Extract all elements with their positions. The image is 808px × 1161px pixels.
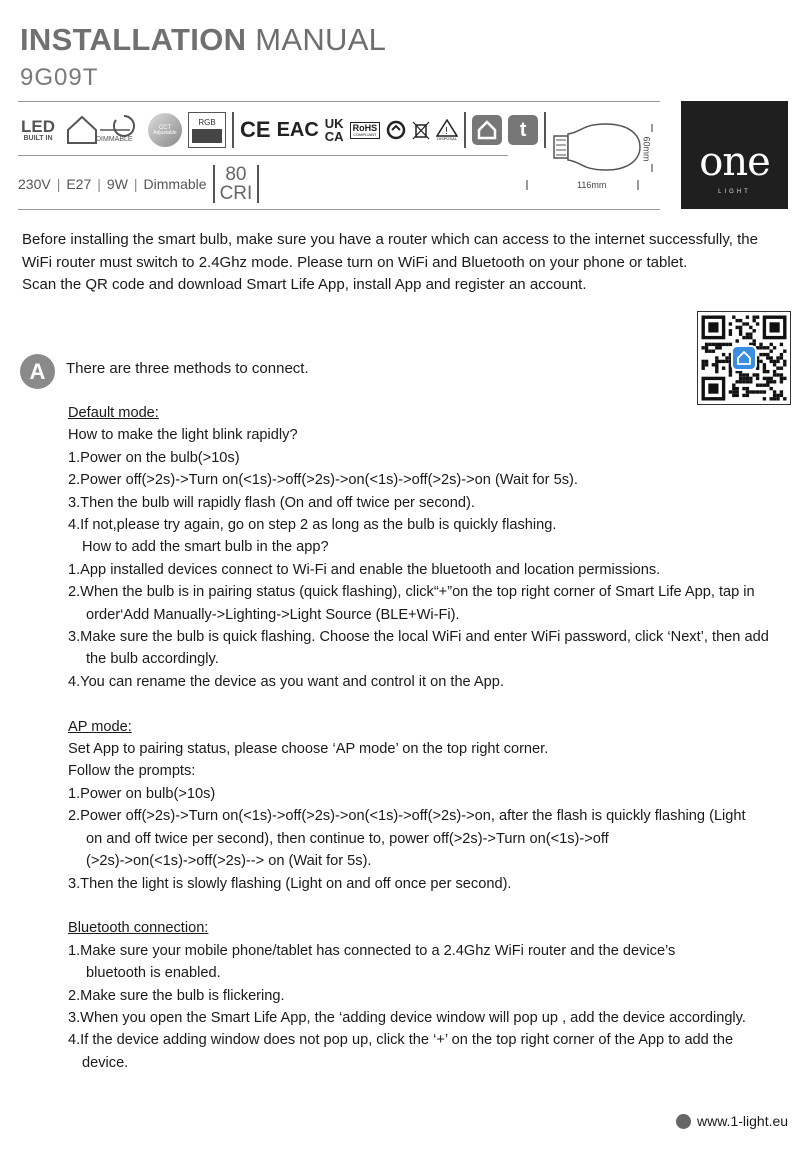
model-number: 9G09T [20,64,99,91]
website-link[interactable]: www.1-light.eu [697,1113,789,1129]
default-mode-line: How to make the light blink rapidly? [68,427,298,444]
rgb-icon [188,112,226,148]
smart-home-icon [472,115,502,145]
add-bulb-step: 2.When the bulb is in pairing status (quick flashing), click“+”on the top right corner of Smart Life App, tap in [68,584,755,601]
cri-label: CRI [219,183,253,204]
rgb-label: RGB [198,117,216,127]
ap-mode-line: 1.Power on bulb(>10s) [68,785,216,802]
add-bulb-step: 1.App installed devices connect to Wi-Fi and enable the bluetooth and location permissions. [68,561,661,578]
icons-separator-2 [464,112,466,148]
warning-icon [436,119,458,141]
ap-mode-line-cont: on and off twice per second), then continue to, power off(>2s)->Turn on(<1s)->off [86,830,609,847]
svg-text:!: ! [445,126,448,137]
tuya-icon: t [508,115,538,145]
base-spec: E27 [66,176,92,192]
bluetooth-line: 3.When you open the Smart Life App, the ‘adding device window will pop up , add the device accordingly. [68,1009,746,1026]
logo-word: one [699,139,770,185]
spec-row [18,162,259,206]
height-dimension-label: 60mm [641,136,652,162]
ap-mode-line-cont: (>2s)->on(<1s)->off(>2s)--> on (Wait for 5s). [86,853,372,870]
spacer [68,693,798,715]
add-bulb-step: 4.You can rename the device as you want and control it on the App. [68,673,504,690]
title-rest: MANUAL [255,22,387,57]
spec-separator: | [133,176,138,192]
ce-label: CE [240,117,271,142]
intro-line: Before installing the smart bulb, make sure you have a router which can access to the internet successfully, the [22,231,758,248]
default-mode-heading: Default mode: [68,405,159,421]
default-mode-line: 3.Then the bulb will rapidly flash (On and off twice per second). [68,494,475,511]
bluetooth-line-cont: device. [82,1054,129,1071]
logo-sub: LIGHT [718,189,751,195]
ce-mark-icon [240,117,271,143]
ap-mode-line: Follow the prompts: [68,763,196,780]
header-divider-bottom [18,209,660,210]
intro-paragraph [22,229,792,297]
certification-icons [18,110,546,150]
bluetooth-line: 2.Make sure the bulb is flickering. [68,987,285,1004]
bulb-dimension-diagram [520,112,670,202]
spacer [68,895,798,917]
brand-logo [681,101,788,209]
globe-icon [676,1114,691,1129]
instructions [68,402,798,1074]
add-bulb-step-cont: order‘Add Manually->Lighting->Light Source (BLE+Wi-Fi). [86,606,460,623]
cct-label: CCT [158,124,172,131]
weee-bin-icon [412,120,430,140]
ap-mode-line: Set App to pairing status, please choose ‘AP mode’ on the top right corner. [68,741,549,758]
led-built-in-icon [18,118,58,142]
title-bold: INSTALLATION [20,22,247,57]
dimmable-icon [64,112,142,148]
ap-mode-line: 3.Then the light is slowly flashing (Light on and off once per second). [68,875,512,892]
page-title [20,22,386,58]
power-spec: 9W [106,176,128,192]
cct-icon [148,113,182,147]
bluetooth-line-cont: bluetooth is enabled. [86,965,221,982]
icons-separator [232,112,234,148]
eac-label: EAC [276,118,319,141]
ukca-bottom-label: CA [324,129,344,144]
rohs-sub-label: COMPLIANT [353,131,377,137]
rohs-icon [350,122,381,139]
qr-code-icon [698,312,790,404]
header-divider-top [18,101,660,102]
bluetooth-line: 1.Make sure your mobile phone/tablet has connected to a 2.4Ghz WiFi router and the device’s [68,942,676,959]
cct-sub-label: Adjustable [153,129,177,136]
width-dimension-label: 116mm [577,180,607,190]
bluetooth-line: 4.If the device adding window does not pop up, click the ‘+’ on the top right corner of the App to add the [68,1032,734,1049]
dimmable-label: DIMMABLE [96,136,133,143]
voltage-spec: 230V [18,176,51,192]
footer [676,1113,788,1129]
section-intro: There are three methods to connect. [66,360,309,377]
add-bulb-subheading: How to add the smart bulb in the app? [82,539,329,556]
built-in-label: BUILT IN [23,135,53,142]
default-mode-line: 1.Power on the bulb(>10s) [68,449,240,466]
add-bulb-step-cont: the bulb accordingly. [86,651,219,668]
recycle-icon [386,120,406,140]
qr-code[interactable] [697,311,791,405]
default-mode-line: 4.If not,please try again, go on step 2 as long as the bulb is quickly flashing. [68,517,557,534]
intro-line: WiFi router must switch to 2.4Ghz mode. Please turn on WiFi and Bluetooth on your phone or tablet. [22,253,688,271]
section-badge: A [20,354,55,389]
default-mode-line: 2.Power off(>2s)->Turn on(<1s)->off(>2s)->on(<1s)->off(>2s)->on (Wait for 5s). [68,472,578,489]
disposal-label: DISPOSAL [437,136,458,141]
ap-mode-heading: AP mode: [68,718,132,735]
bluetooth-heading: Bluetooth connection: [68,920,209,937]
spec-separator: | [97,176,101,192]
rohs-label: RoHS [352,122,378,133]
header-divider-mid [18,155,508,156]
cri-badge [213,165,260,203]
spec-separator: | [56,176,61,192]
intro-line: Scan the QR code and download Smart Life App, install App and register an account. [22,276,587,293]
eac-mark-icon [277,119,319,142]
ukca-mark-icon [325,117,344,143]
led-label: LED [21,117,55,136]
add-bulb-step: 3.Make sure the bulb is quick flashing. Choose the local WiFi and enter WiFi password, click ‘Next’, then add [68,629,769,646]
ap-mode-line: 2.Power off(>2s)->Turn on(<1s)->off(>2s)->on(<1s)->off(>2s)->on, after the flash is quickly flashing (Light [68,808,746,825]
dimmable-spec: Dimmable [143,176,207,192]
ukca-top-label: UK [324,116,344,131]
cri-value: 80 [225,164,247,185]
